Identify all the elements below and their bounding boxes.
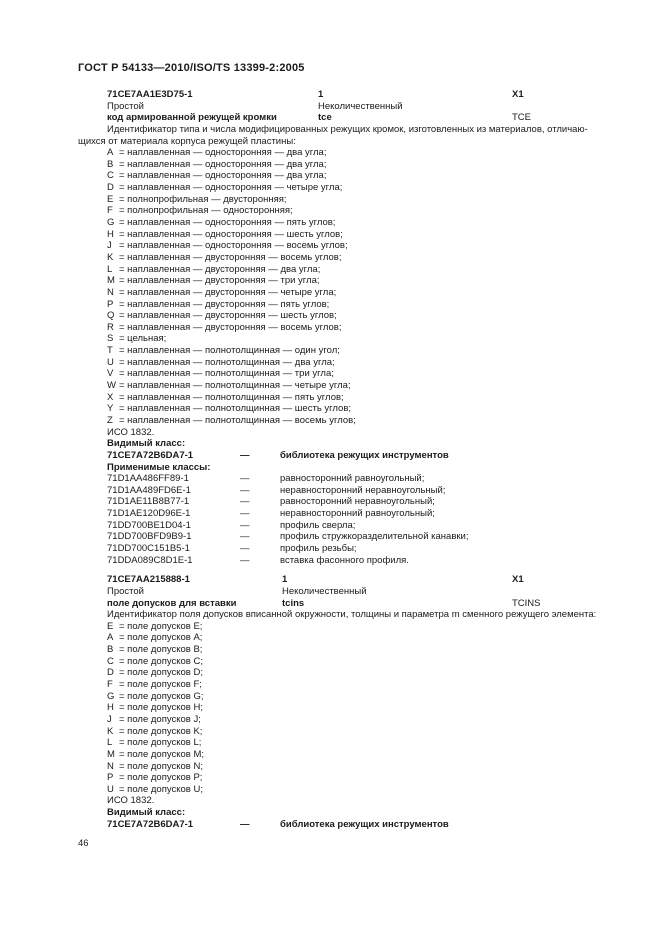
value-key: Z [107,414,113,426]
value-key: N [107,760,114,772]
value-key: E [107,193,114,205]
value-key: D [107,182,114,194]
class-description: библиотека режущих инструментов [280,449,449,461]
description-line: Идентификатор поля допусков вписанной окружности, толщины и параметра m сменного режущего элемента: [107,609,597,621]
value-item [78,403,638,415]
value-item [78,229,638,241]
value-text: = наплавленная — двусторонняя — четыре угла; [119,286,337,298]
value-text: = полнопрофильная — двусторонняя; [119,193,287,205]
attribute-kind: Простой [107,100,144,112]
value-text: = поле допусков P; [119,772,203,784]
attribute-id: 71CE7AA215888-1 [107,574,190,586]
value-item [78,714,638,726]
class-code: 71CE7A72B6DA7-1 [107,818,194,830]
value-text: = наплавленная — односторонняя — шесть углов; [119,228,343,240]
value-item [78,380,638,392]
value-key: R [107,321,114,333]
value-key: D [107,667,114,679]
class-code: 71CE7A72B6DA7-1 [107,449,194,461]
value-text: = поле допусков F; [119,679,202,691]
value-key: J [107,713,112,725]
class-description: равносторонний неравноугольный; [280,496,435,508]
value-key: G [107,690,115,702]
value-text: = наплавленная — полнотолщинная — шесть углов; [119,403,352,415]
value-item [78,322,638,334]
class-description: вставка фасонного профиля. [280,554,409,566]
attribute-cardinality: Неколичественный [318,100,403,112]
value-key: B [107,158,114,170]
value-key: H [107,702,114,714]
attribute-name-row [78,112,638,124]
value-key: C [107,170,114,182]
value-item [78,159,638,171]
value-item [78,772,638,784]
value-item [78,170,638,182]
class-dash: — [240,531,250,543]
attribute-name-row [78,598,638,610]
value-item [78,333,638,345]
attribute-index: 1 [282,574,288,586]
description-line: щихся от материала корпуса режущей пластины: [78,135,296,147]
value-text: = поле допусков A; [119,632,203,644]
class-code: 71D1AE11B8B77-1 [107,496,190,508]
value-text: = поле допусков H; [119,702,203,714]
value-text: = наплавленная — двусторонняя — три угла; [119,275,320,287]
value-key: M [107,275,115,287]
value-key: S [107,333,114,345]
value-item [78,392,638,404]
attribute-marker: X1 [512,89,524,100]
value-item [78,761,638,773]
class-code: 71DD700BFD9B9-1 [107,531,192,543]
value-item [78,310,638,322]
value-key: U [107,356,114,368]
value-key: J [107,240,112,252]
attribute-index: 1 [318,89,324,100]
attribute-name: код армированной режущей кромки [107,112,277,124]
class-code: 71DD700BE1D04-1 [107,519,191,531]
value-item [78,784,638,796]
value-text: = наплавленная — полнотолщинная — три угла; [119,368,334,380]
value-text: = поле допусков M; [119,748,205,760]
value-item [78,252,638,264]
value-item [78,264,638,276]
class-code: 71DDA089C8D1E-1 [107,554,193,566]
value-item [78,357,638,369]
class-code: 71D1AA489FD6E-1 [107,484,191,496]
class-description: профиль резьбы; [280,542,357,554]
iso-reference: ИСО 1832. [107,426,155,438]
value-key: F [107,679,113,691]
value-key: M [107,748,115,760]
value-text: = наплавленная — двусторонняя — восемь углов; [119,251,342,263]
value-key: E [107,620,114,632]
value-text: = поле допусков L; [119,737,202,749]
visible-class-row [78,819,638,831]
value-key: T [107,345,113,357]
value-text: = наплавленная — полнотолщинная — один угол; [119,345,340,357]
class-description: профиль стружкоразделительной канавки; [280,531,469,543]
attribute-name: поле допусков для вставки [107,597,237,609]
visible-class-label: Видимый класс: [107,438,186,450]
value-item [78,368,638,380]
value-item [78,667,638,679]
value-text: = наплавленная — односторонняя — четыре угла; [119,182,343,194]
attribute-marker: X1 [512,574,524,586]
value-key: K [107,251,114,263]
value-key: V [107,368,114,380]
value-list [78,147,638,426]
value-item [78,415,638,427]
value-key: G [107,217,115,229]
value-key: N [107,286,114,298]
value-item [78,644,638,656]
class-code: 71DD700C151B5-1 [107,542,190,554]
class-dash: — [240,554,250,566]
page-content [78,62,638,830]
iso-reference: ИСО 1832. [107,795,155,807]
value-text: = наплавленная — двусторонняя — восемь углов; [119,321,342,333]
attribute-symbol: tcins [282,597,305,609]
applicable-class-row [78,496,638,508]
value-item [78,287,638,299]
attribute-kind-row [78,101,638,113]
value-text: = поле допусков K; [119,725,203,737]
value-item [78,205,638,217]
value-item [78,299,638,311]
visible-class-row [78,450,638,462]
value-text: = поле допусков N; [119,760,203,772]
applicable-class-row [78,531,638,543]
attribute-kind-row [78,586,638,598]
value-key: X [107,391,114,403]
applicable-class-row [78,485,638,497]
page-number: 46 [78,838,89,849]
value-item [78,691,638,703]
value-item [78,217,638,229]
value-item [78,726,638,738]
value-item [78,656,638,668]
value-text: = наплавленная — односторонняя — пять углов; [119,217,336,229]
class-description: неравносторонний равноугольный; [280,508,435,520]
value-key: P [107,298,114,310]
value-text: = наплавленная — полнотолщинная — два угла; [119,356,335,368]
attribute-symbol: tce [318,112,332,124]
class-dash: — [240,818,250,830]
description-line: Идентификатор типа и числа модифицированных режущих кромок, изготовленных из материалов, отличаю- [107,123,588,135]
class-description: неравносторонний неравноугольный; [280,484,446,496]
value-key: Q [107,310,115,322]
value-text: = поле допусков C; [119,655,203,667]
applicable-class-row [78,520,638,532]
value-text: = наплавленная — односторонняя — два угла; [119,147,327,159]
value-text: = поле допусков G; [119,690,204,702]
value-item [78,749,638,761]
attribute-block-tce [78,89,638,566]
class-dash: — [240,519,250,531]
applicable-classes-label: Применимые классы: [107,461,211,473]
attribute-block-tcins [78,574,638,830]
value-key: C [107,655,114,667]
value-text: = поле допусков E; [119,620,203,632]
value-key: A [107,632,114,644]
value-text: = наплавленная — полнотолщинная — четыре угла; [119,380,351,392]
value-item [78,621,638,633]
value-key: A [107,147,114,159]
attribute-header-row [78,574,638,586]
applicable-class-row [78,543,638,555]
attribute-code: TCINS [512,597,541,609]
class-dash: — [240,473,250,485]
applicable-class-row [78,555,638,567]
value-text: = поле допусков B; [119,644,203,656]
value-text: = цельная; [119,333,167,345]
class-code: 71D1AA486FF89-1 [107,473,189,485]
value-item [78,632,638,644]
class-dash: — [240,496,250,508]
value-key: F [107,205,113,217]
value-item [78,679,638,691]
document-header: ГОСТ Р 54133—2010/ISO/TS 13399-2:2005 [78,62,305,74]
visible-class-label: Видимый класс: [107,807,186,819]
value-key: B [107,644,114,656]
value-text: = наплавленная — двусторонняя — шесть углов; [119,310,337,322]
value-text: = наплавленная — односторонняя — восемь углов; [119,240,348,252]
value-key: K [107,725,114,737]
value-item [78,194,638,206]
value-text: = поле допусков J; [119,713,201,725]
value-text: = наплавленная — односторонняя — два угла; [119,170,327,182]
value-text: = наплавленная — полнотолщинная — пять углов; [119,391,344,403]
applicable-class-row [78,508,638,520]
class-description: профиль сверла; [280,519,356,531]
value-key: L [107,737,113,749]
applicable-class-list [78,473,638,566]
class-dash: — [240,508,250,520]
attribute-header-row [78,89,638,101]
value-item [78,275,638,287]
class-dash: — [240,449,250,461]
value-item [78,737,638,749]
value-key: W [107,380,116,392]
value-key: Y [107,403,114,415]
value-text: = наплавленная — двусторонняя — пять углов; [119,298,330,310]
value-key: P [107,772,114,784]
value-key: U [107,783,114,795]
value-item [78,345,638,357]
attribute-id: 71CE7AA1E3D75-1 [107,89,193,100]
value-item [78,147,638,159]
attribute-code: TCE [512,112,531,124]
class-dash: — [240,542,250,554]
class-code: 71D1AE120D96E-1 [107,508,191,520]
value-text: = наплавленная — полнотолщинная — восемь углов; [119,414,356,426]
value-key: H [107,228,114,240]
value-text: = поле допусков D; [119,667,203,679]
value-text: = полнопрофильная — односторонняя; [119,205,293,217]
attribute-cardinality: Неколичественный [282,585,367,597]
value-item [78,702,638,714]
class-description: библиотека режущих инструментов [280,818,449,830]
value-item [78,240,638,252]
applicable-class-row [78,473,638,485]
value-text: = поле допусков U; [119,783,203,795]
value-list [78,621,638,796]
value-item [78,182,638,194]
class-description: равносторонний равноугольный; [280,473,425,485]
value-key: L [107,263,113,275]
class-dash: — [240,484,250,496]
value-text: = наплавленная — односторонняя — два угла; [119,158,327,170]
attribute-kind: Простой [107,585,144,597]
value-text: = наплавленная — двусторонняя — два угла; [119,263,321,275]
